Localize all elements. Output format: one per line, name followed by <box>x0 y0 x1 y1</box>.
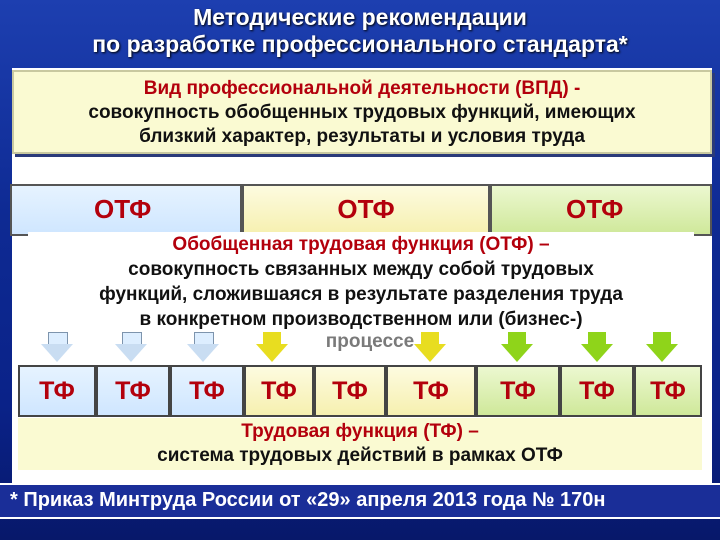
tf-box-4: ТФ <box>244 365 314 417</box>
title-line-1: Методические рекомендации <box>193 4 527 30</box>
slide-title <box>0 4 720 58</box>
vpd-definition-box <box>12 70 712 154</box>
otf-box-3: ОТФ <box>490 184 712 236</box>
tf-term: Трудовая функция (ТФ) – <box>241 421 479 442</box>
tf-box-7: ТФ <box>476 365 560 417</box>
otf-box-2: ОТФ <box>242 184 490 236</box>
tf-box-3: ТФ <box>170 365 244 417</box>
vpd-line-3: близкий характер, результаты и условия труда <box>139 126 585 147</box>
tf-box-5: ТФ <box>314 365 386 417</box>
otf-def-line-4: в конкретном производственном или (бизнес-) <box>139 309 583 330</box>
otf-row <box>10 184 712 236</box>
vpd-dash: - <box>568 78 581 99</box>
tf-box-6: ТФ <box>386 365 476 417</box>
tf-row <box>18 365 702 417</box>
footnote-text: * Приказ Минтруда России от «29» апреля 2013 года № 170н <box>10 489 606 511</box>
tf-definition-box <box>18 418 702 470</box>
otf-def-line-2: совокупность связанных между собой трудовых <box>128 259 594 280</box>
tf-box-8: ТФ <box>560 365 634 417</box>
tf-box-1: ТФ <box>18 365 96 417</box>
vpd-term: Вид профессиональной деятельности (ВПД) <box>143 78 569 99</box>
otf-box-1: ОТФ <box>10 184 242 236</box>
tf-box-9: ТФ <box>634 365 702 417</box>
otf-def-line-3: функций, сложившаяся в результате разделения труда <box>99 284 623 305</box>
otf-def-line-5: процессе <box>325 331 415 352</box>
otf-definition-box <box>28 232 694 338</box>
vpd-line-2: совокупность обобщенных трудовых функций, имеющих <box>88 102 636 123</box>
title-line-2: по разработке профессионального стандарта* <box>92 31 628 57</box>
tf-def-line-2: система трудовых действий в рамках ОТФ <box>157 445 563 466</box>
otf-term: Обобщенная трудовая функция (ОТФ) – <box>172 234 550 255</box>
footnote-bar <box>0 483 720 519</box>
tf-box-2: ТФ <box>96 365 170 417</box>
